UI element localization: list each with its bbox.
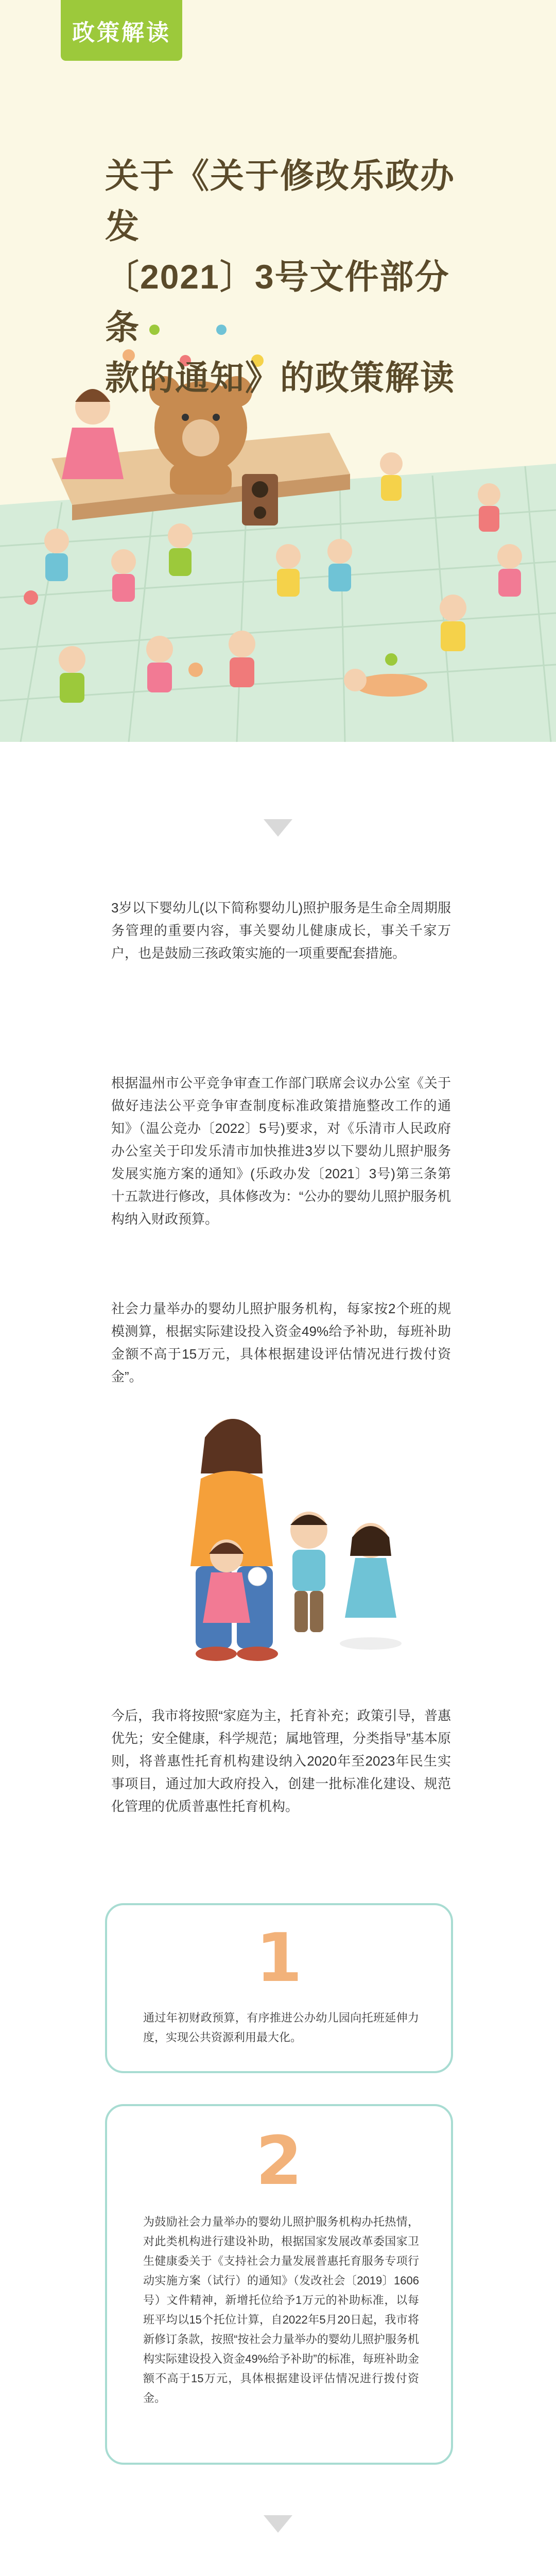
down-arrow-icon xyxy=(264,2515,292,2533)
card-text: 为鼓励社会力量举办的婴幼儿照护服务机构办托热情，对此类机构进行建设补助，根据国家发展改革委国家卫生健康委关于《支持社会力量发展普惠托育服务专项行动实施方案（试行）的通知》（发改社会〔2019〕1606号）文件精神，新增托位给予1万元的补助标准，以每班平均以15个托位计算，自2022年5月20日起，我市将新修订条款，按照“按社会力量举办的婴幼儿照护服务机构实际建设投入资金49%给予补助”的标准，每班补助金额不高于15万元，具体根据建设评估情况进行拨付资金。 xyxy=(143,2215,419,2404)
paragraph-intro: 3岁以下婴幼儿(以下简称婴幼儿)照护服务是生命全周期服务管理的重要内容，事关婴幼儿健康成长，事关千家万户，也是鼓励三孩政策实施的一项重要配套措施。 xyxy=(111,900,451,961)
teacher-kids-illustration xyxy=(144,1401,422,1690)
card-text: 通过年初财政预算，有序推进公办幼儿园向托班延伸力度，实现公共资源利用最大化。 xyxy=(143,2011,419,2044)
paragraph-plan: 今后，我市将按照“家庭为主，托育补充；政策引导，普惠优先；安全健康，科学规范；属地管理，分类指导”基本原则，将普惠性托育机构建设纳入2020年至2023年民生实事项目，通过加大政府投入，创建一批标准化建设、规范化管理的优质普惠性托育机构。 xyxy=(111,1708,451,1814)
measure-card-1 xyxy=(105,1903,453,2073)
paragraph-subsidy: 社会力量举办的婴幼儿照护服务机构，每家按2个班的规模测算，根据实际建设投入资金49%给予补助，每班补助金额不高于15万元，具体根据建设评估情况进行拨付资金”。 xyxy=(111,1301,451,1384)
paragraph-basis: 根据温州市公平竞争审查工作部门联席会议办公室《关于做好违法公平竞争审查制度标准政策措施整改工作的通知》（温公竞办〔2022〕5号)要求，对《乐清市人民政府办公室关于印发乐清市加快推进3岁以下婴幼儿照护服务发展实施方案的通知》(乐政办发〔2021〕3号)第三条第十五款进行修改，具体修改为：“公办的婴幼儿照护服务机构纳入财政预算。 xyxy=(111,1075,451,1227)
down-arrow-icon xyxy=(264,819,292,837)
card-number: 1 xyxy=(255,1919,303,1997)
category-tag: 政策解读 xyxy=(61,0,182,61)
card-number: 2 xyxy=(255,2122,303,2200)
measure-card-2 xyxy=(105,2104,453,2465)
page-title: 关于《关于修改乐政办发 〔2021〕3号文件部分条 款的通知》的政策解读 xyxy=(105,157,455,397)
